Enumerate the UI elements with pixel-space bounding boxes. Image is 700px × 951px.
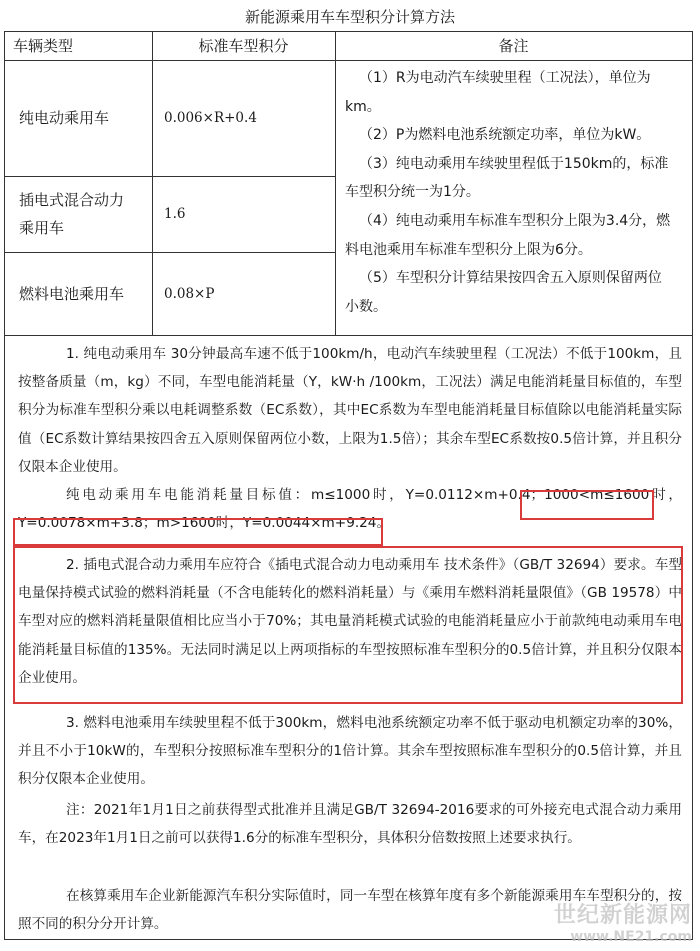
column-divider-2 (335, 32, 336, 335)
row-bev-type: 纯电动乘用车 (19, 109, 110, 127)
paragraph-note: 注：2021年1月1日之前获得型式批准并且满足GB/T 32694-2016要求的可外接充电式混合动力乘用车，在2023年1月1日之前可以获得1.6分的标准车型积分，具体积分倍数按照上述要求执行。 (18, 802, 682, 847)
header-standard-points: 标准车型积分 (198, 37, 289, 55)
header-vehicle-type: 车辆类型 (13, 37, 74, 55)
remark-5: （5）车型积分计算结果按四舍五入原则保留两位小数。 (345, 270, 662, 315)
remark-1: （1）R为电动汽车续驶里程（工况法），单位为km。 (345, 70, 651, 115)
row-phev-type: 插电式混合动力乘用车 (19, 191, 125, 237)
watermark-site-name: 世纪新能源网 (553, 903, 692, 928)
watermark (554, 898, 692, 945)
table-bottom-divider (5, 335, 692, 336)
watermark-url: www.NE21.com (570, 929, 692, 945)
remark-4: （4）纯电动乘用车标准车型积分上限为3.4分，燃料电池乘用车标准车型积分上限为6分。 (345, 212, 671, 258)
highlight-box-target-upper (520, 490, 654, 520)
remarks-list (345, 64, 675, 321)
row-phev-formula: 1.6 (164, 206, 186, 222)
header-remarks: 备注 (498, 37, 529, 55)
row-bev-formula: 0.006×R+0.4 (164, 110, 257, 126)
paragraph-bev-rule: 1. 纯电动乘用车 30分钟最高车速不低于100km/h，电动汽车续驶里程（工况法）不低于100km，且按整备质量（m，kg）不同，车型电能消耗量（Y，kW·h /100km，工况法）满足电能消耗量目标值的，车型积分为标准车型积分乘以电耗调整系数（EC系数），其中EC系数为车型电能消耗量目标值除以电能消耗量实际值（EC系数计算结果按四舍五入原则保留两位小数，上限为1.5倍）；其余车型EC系数按0.5倍计算，并且积分仅限本企业使用。 (18, 346, 682, 475)
paragraph-accounting: 在核算乘用车企业新能源汽车积分实际值时，同一车型在核算年度有多个新能源乘用车车型积分的，按照不同的积分分开计算。 (18, 888, 682, 933)
document-title: 新能源乘用车车型积分计算方法 (244, 8, 455, 26)
paragraph-phev-rule: 2. 插电式混合动力乘用车应符合《插电式混合动力电动乘用车 技术条件》（GB/T 32694）要求。车型电量保持模式试验的燃料消耗量（不含电能转化的燃料消耗量）与《乘用车燃料消耗量限值》（GB 19578）中车型对应的燃料消耗量限值相比应当小于70%；其电量消耗模式试验的电能消耗量应小于前款纯电动乘用车电能消耗量目标值的135%。无法同时满足以上两项指标的车型按照标准车型积分的0.5倍计算，并且积分仅限本企业使用。 (18, 557, 682, 686)
remark-3: （3）纯电动乘用车续驶里程低于150km的，标准车型积分统一为1分。 (345, 155, 669, 201)
paragraph-fcv-rule: 3. 燃料电池乘用车续驶里程不低于300km，燃料电池系统额定功率不低于驱动电机额定功率的30%，并且不小于10kW的，车型积分按照标准车型积分的1倍计算。其余车型按照标准车型积分的0.5倍计算，并且积分仅限本企业使用。 (18, 715, 682, 788)
row-fcv-type: 燃料电池乘用车 (19, 284, 125, 303)
highlight-box-phev (13, 546, 683, 704)
remark-2: （2）P为燃料电池系统额定功率，单位为kW。 (359, 127, 651, 144)
paragraph-bev-target: 纯电动乘用车电能消耗量目标值：m≤1000时，Y=0.0112×m+0.4；1000<m≤1600时，Y=0.0078×m+3.8；m>1600时，Y=0.0044×m+9.24。 (18, 487, 682, 532)
highlight-box-target-lower (13, 518, 383, 546)
row-fcv-formula: 0.08×P (164, 285, 215, 302)
